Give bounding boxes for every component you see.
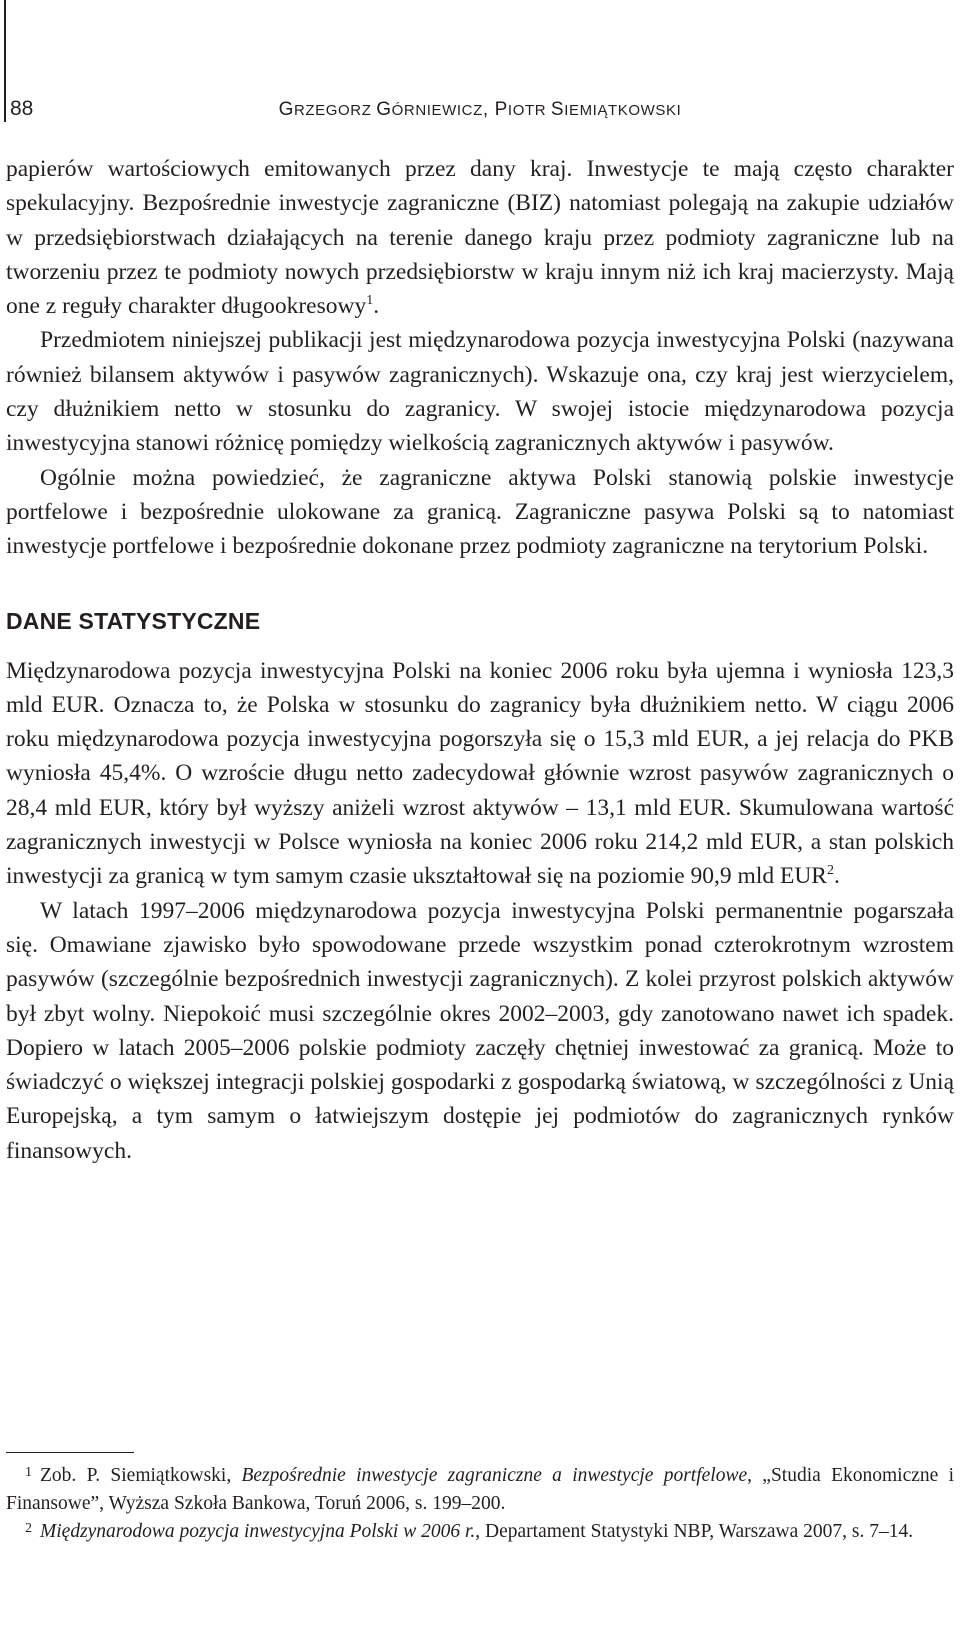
page-number: 88 [10, 97, 34, 120]
running-head-authors: GRZEGORZ GÓRNIEWICZ, PIOTR SIEMIĄTKOWSKI [278, 99, 682, 120]
footnote: 2 Międzynarodowa pozycja inwestycyjna Polski w 2006 r., Departament Statystyki NBP, Warszawa 2007, s. 7–14. [25, 1521, 914, 1542]
footnote: 1 Zob. P. Siemiątkowski, Bezpośrednie inwestycje zagraniczne a inwestycje portfelowe, „Studia Ekonomiczne i Finansowe”, Wyższa Szkoła Bankowa, Toruń 2006, s. 199–200. [6, 1465, 954, 1514]
paragraph: Przedmiotem niniejszej publikacji jest międzynarodowa pozycja inwestycyjna Polski (nazywana również bilansem aktywów i pasywów zagranicznych). Wskazuje ona, czy kraj jest wierzycielem, czy dłużnikiem netto w stosunku do zagranicy. W swojej istocie międzynarodowa pozycja inwestycyjna stanowi różnicę pomiędzy wielkością zagranicznych aktywów i pasywów. [6, 327, 954, 457]
paragraph: Międzynarodowa pozycja inwestycyjna Polski na koniec 2006 roku była ujemna i wyniosła 123,3 mld EUR. Oznacza to, że Polska w stosunku do zagranicy była dłużnikiem netto. W ciągu 2006 roku międzynarodowa pozycja inwestycyjna pogorszyła się o 15,3 mld EUR, a jej relacja do PKB wyniosła 45,4%. O wzroście długu netto zadecydował głównie wzrost pasywów zagranicznych o 28,4 mld EUR, który był wyższy aniżeli wzrost aktywów – 13,1 mld EUR. Skumulowana wartość zagranicznych inwestycji w Polsce wyniosła na koniec 2006 roku 214,2 mld EUR, a stan polskich inwestycji za granicą w tym samym czasie ukształtował się na poziomie 90,9 mld EUR$^2$. [6, 657, 954, 890]
footnotes [6, 1462, 954, 1546]
footnote-separator [6, 1452, 134, 1453]
footnote-ref[interactable]: 1 [366, 293, 374, 309]
footnote-ref[interactable]: 2 [826, 863, 834, 879]
paragraph: Ogólnie można powiedzieć, że zagraniczne aktywa Polski stanowią polskie inwestycje portfelowe i bezpośrednie ulokowane za granicą. Zagraniczne pasywa Polski są to natomiast inwestycje portfelowe i bezpośrednie dokonane przez podmioty zagraniczne na terytorium Polski. [6, 464, 954, 560]
paragraph: papierów wartościowych emitowanych przez dany kraj. Inwestycje te mają często charakter spekulacyjny. Bezpośrednie inwestycje zagraniczne (BIZ) natomiast polegają na zakupie udziałów w przedsiębiorstwach działających na terenie danego kraju przez podmioty zagraniczne lub na tworzeniu przez te podmioty nowych przedsiębiorstw w kraju innym niż ich kraj macierzysty. Mają one z reguły charakter długookresowy$^1$. [6, 156, 954, 320]
body-text [6, 152, 954, 1168]
paragraph: W latach 1997–2006 międzynarodowa pozycja inwestycyjna Polski permanentnie pogarszała się. Omawiane zjawisko było spowodowane przede wszystkim ponad czterokrotnym wzrostem pasywów (szczególnie bezpośrednich inwestycji zagranicznych). Z kolei przyrost polskich aktywów był zbyt wolny. Niepokoić musi szczególnie okres 2002–2003, gdy zanotowano nawet ich spadek. Dopiero w latach 2005–2006 polskie podmioty zaczęły chętniej inwestować za granicą. Może to świadczyć o większej integracji polskiej gospodarki z gospodarką światową, w szczególności z Unią Europejską, a tym samym o łatwiejszym dostępie jej podmiotów do zagranicznych rynków finansowych. [6, 897, 954, 1164]
section-heading: DANE STATYSTYCZNE [6, 607, 261, 634]
